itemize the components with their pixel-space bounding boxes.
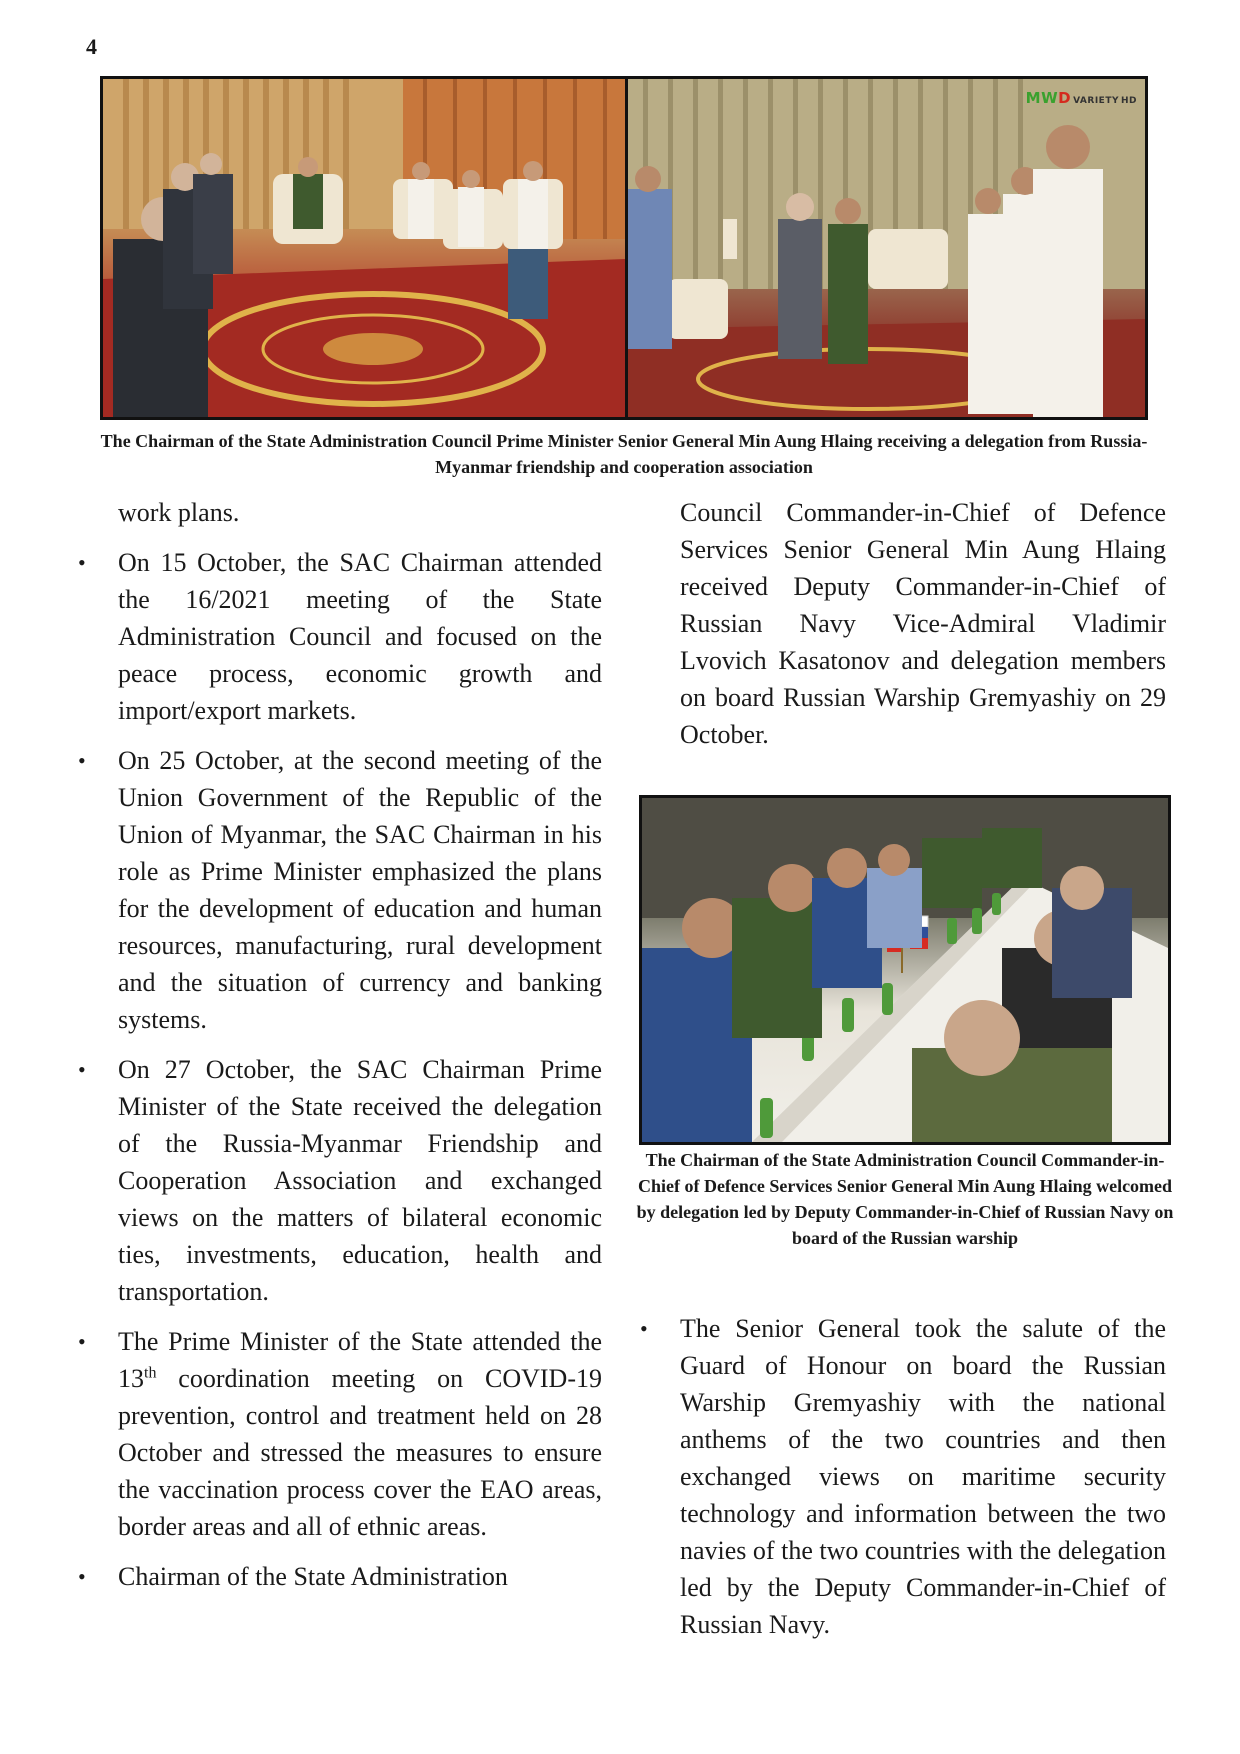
list-item-text: Chairman of the State Administration	[118, 1562, 508, 1591]
list-item	[78, 742, 602, 1038]
warship-meeting-illustration	[642, 798, 1168, 1142]
list-item-text: The Senior General took the salute of the Guard of Honour on board the Russian Warship Gremyashiy with the national anthems of the two countries and then exchanged views on maritime security technology and information between the two navies of the two countries with the delegation led by the Deputy Commander-in-Chief of Russian Navy.	[680, 1314, 1166, 1639]
right-column-continuation: Council Commander-in-Chief of Defence Services Senior General Min Aung Hlaing received Deputy Commander-in-Chief of Russian Navy Vice-Admiral Vladimir Lvovich Kasatonov and delegation members on board Russian Warship Gremyashiy on 29 October.	[680, 498, 1166, 749]
watermark-part3: VARIETY	[1073, 96, 1119, 106]
list-item-text: coordination meeting on COVID-19 prevention, control and treatment held on 28 October and stressed the measures to ensure the vaccination process cover the EAO areas, border areas and all of ethnic areas.	[118, 1364, 602, 1541]
right-bullet-list	[640, 1310, 1166, 1643]
left-bullet-list	[78, 544, 602, 1595]
list-item-text: On 25 October, at the second meeting of the Union Government of the Republic of the Union of Myanmar, the SAC Chairman in his role as Prime Minister emphasized the plans for the development of education and human resources, manufacturing, rural development and the situation of currency and banking systems.	[118, 746, 602, 1034]
ordinal-suffix: th	[144, 1364, 157, 1382]
photo-warship-meeting	[639, 795, 1171, 1145]
bullet-icon: •	[78, 748, 86, 773]
list-item-text: The Prime Minister of the State attended the 13	[118, 1327, 602, 1393]
bullet-icon: •	[78, 550, 86, 575]
bullet-icon: •	[78, 1564, 86, 1589]
top-photo-strip	[100, 76, 1148, 420]
right-column-bullets	[640, 1310, 1166, 1643]
watermark-part2: D	[1058, 89, 1072, 107]
list-item-text: On 15 October, the SAC Chairman attended the 16/2021 meeting of the State Administration Council and focused on the peace process, economic growth and import/export markets.	[118, 548, 602, 725]
bullet-icon: •	[640, 1316, 648, 1341]
watermark-part1: MW	[1025, 89, 1059, 107]
top-photo-caption: The Chairman of the State Administration Council Prime Minister Senior General Min Aung Hlaing receiving a delegation from Russia-Myanmar friendship and cooperation association	[100, 431, 1148, 477]
bullet-icon: •	[78, 1329, 86, 1354]
left-column	[78, 494, 602, 1595]
photo-handshake	[628, 79, 1145, 417]
right-column	[680, 494, 1166, 753]
warship-photo-caption: The Chairman of the State Administration Council Commander-in-Chief of Defence Services Senior General Min Aung Hlaing welcomed by delegation led by Deputy Commander-in-Chief of Russian Navy on board of the Russian warship	[636, 1150, 1174, 1248]
list-item	[640, 1310, 1166, 1643]
broadcaster-watermark	[1026, 89, 1137, 107]
bullet-icon: •	[78, 1057, 86, 1082]
left-column-lead: work plans.	[118, 498, 240, 527]
list-item	[78, 1051, 602, 1310]
reception-room-illustration	[103, 79, 625, 417]
list-item-text: On 27 October, the SAC Chairman Prime Minister of the State received the delegation of the Russia-Myanmar Friendship and Cooperation Association and exchanged views on the matters of bilateral economic ties, investments, education, health and transportation.	[118, 1055, 602, 1306]
watermark-part4: HD	[1120, 96, 1137, 106]
list-item	[78, 1323, 602, 1545]
handshake-illustration	[628, 79, 1145, 417]
list-item	[78, 544, 602, 729]
list-item	[78, 1558, 602, 1595]
page-number: 4	[86, 34, 97, 59]
photo-reception-room	[103, 79, 628, 417]
